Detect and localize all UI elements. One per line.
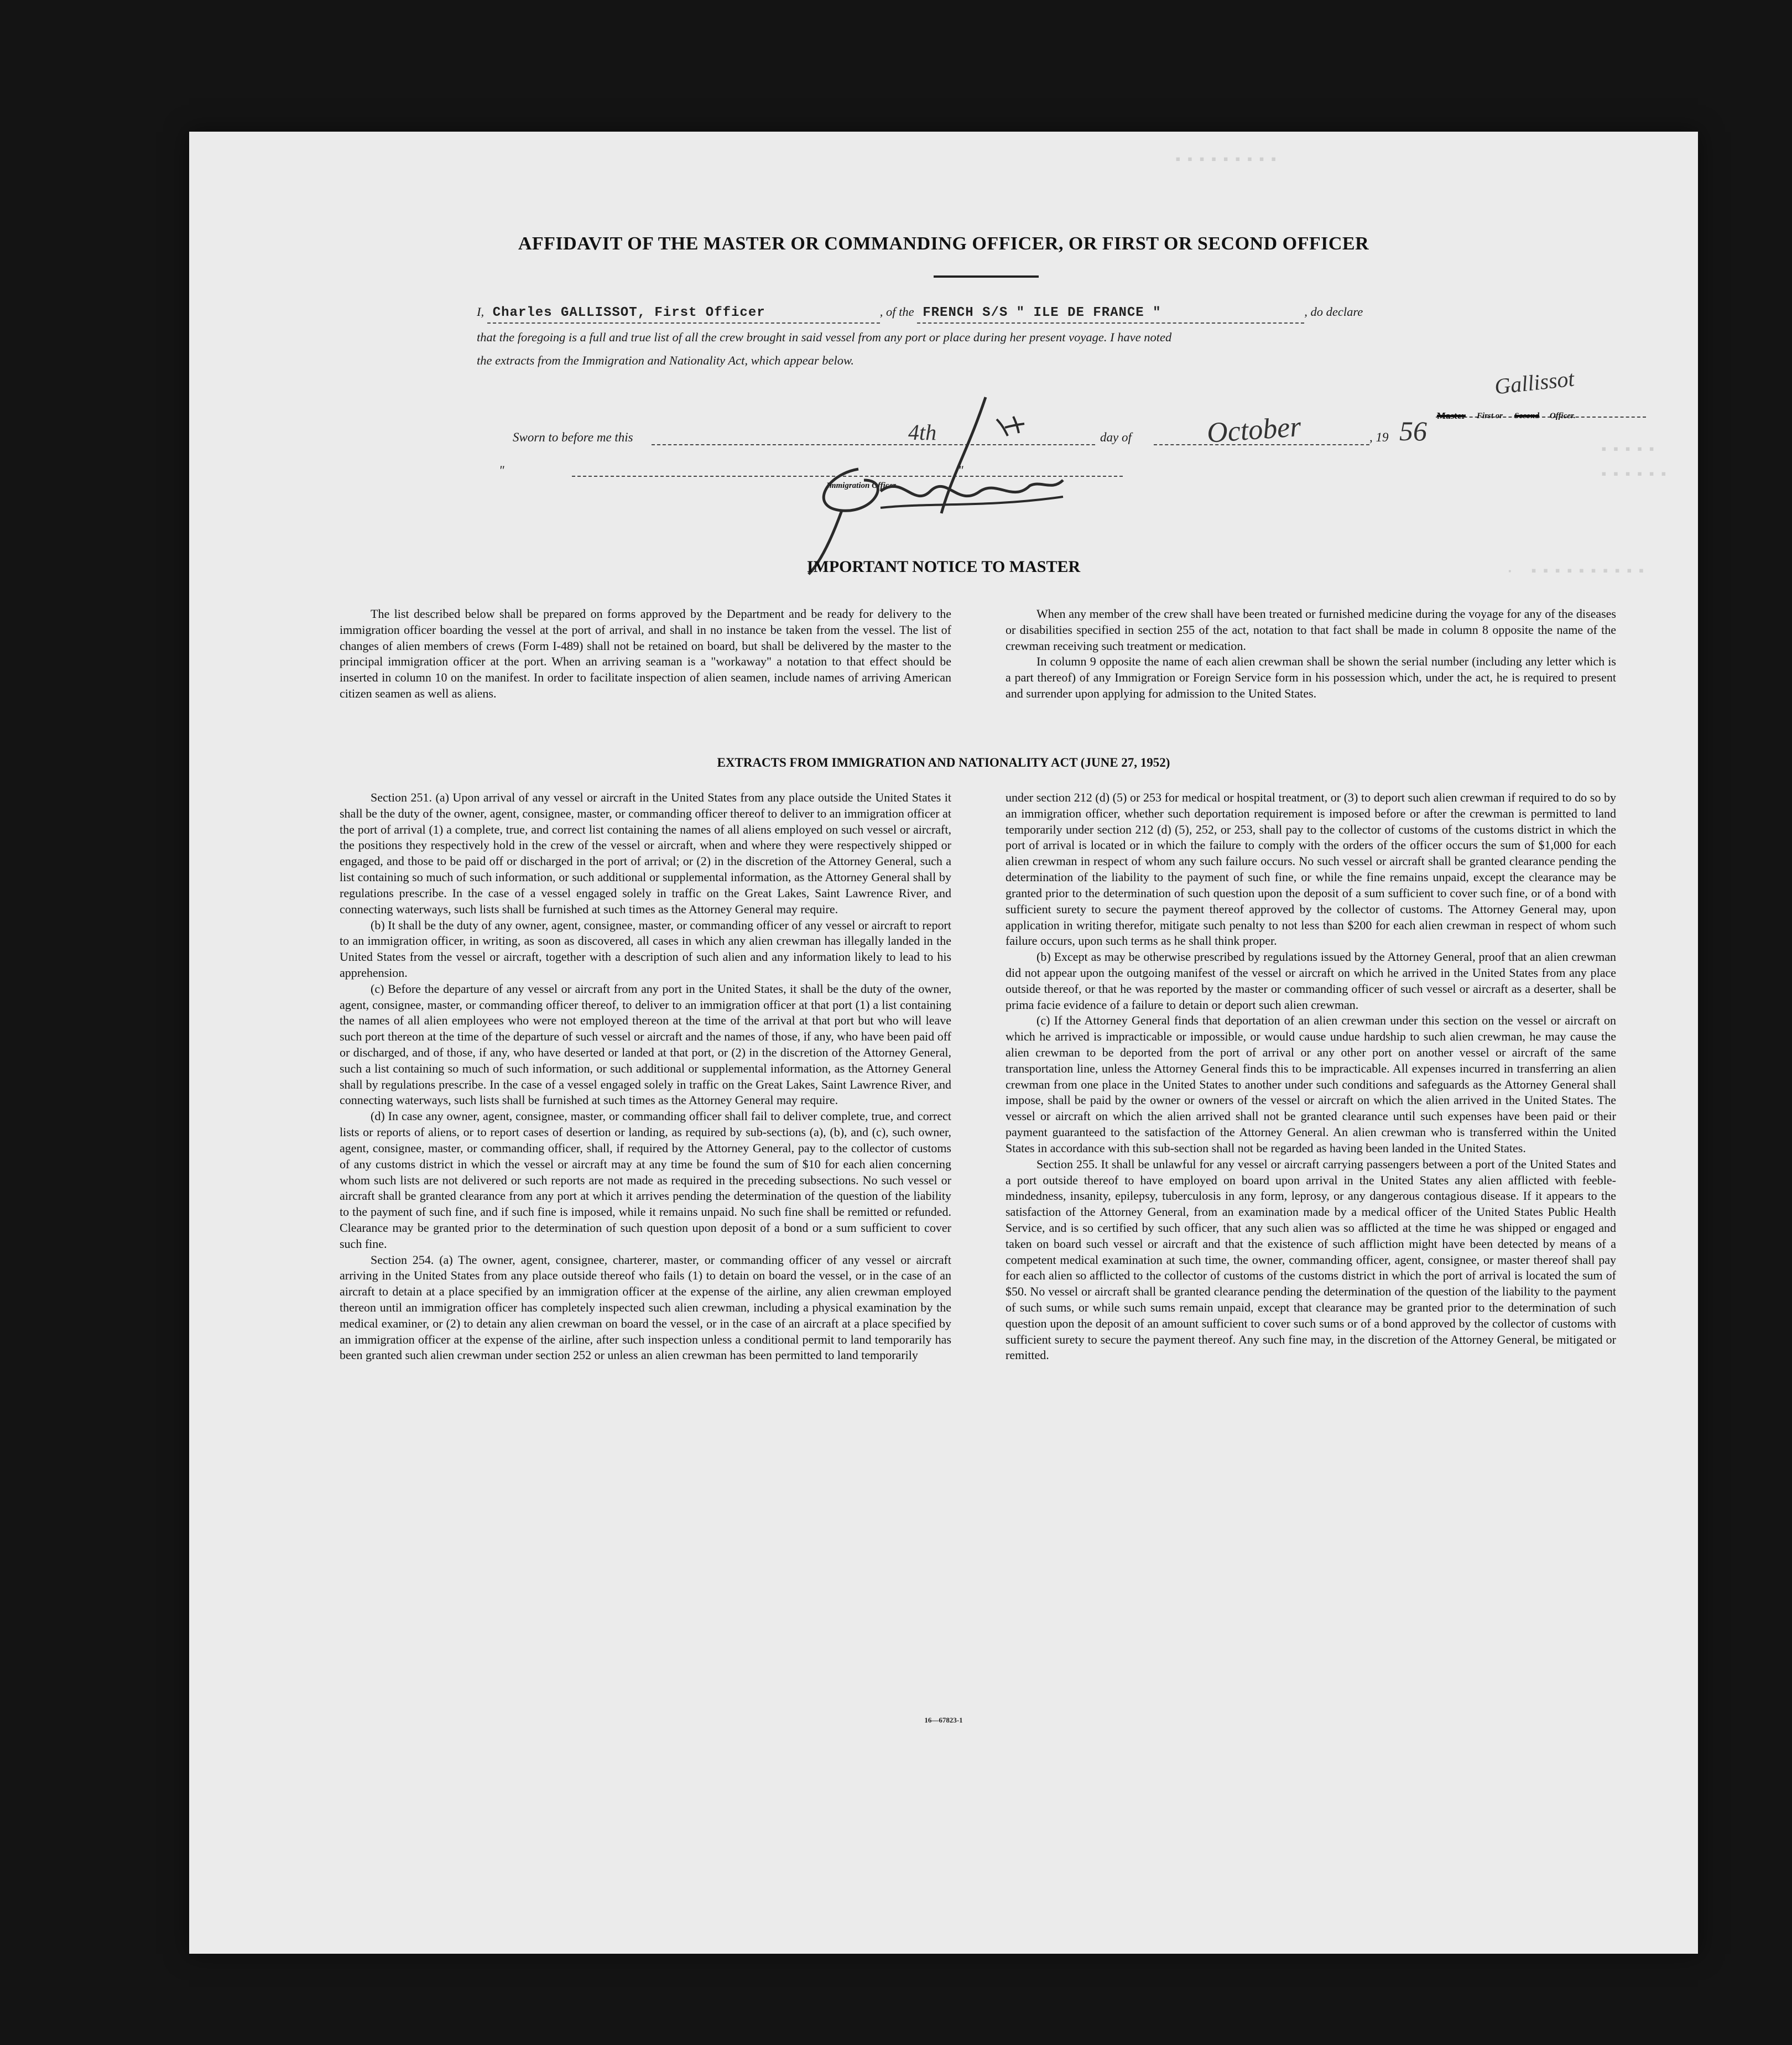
day-fill[interactable]: 4th (908, 420, 937, 445)
notice-heading: IMPORTANT NOTICE TO MASTER (806, 558, 1081, 576)
form-number: 16—67823-1 (924, 1716, 963, 1724)
officer-signature: Gallissot (1493, 366, 1576, 399)
vessel-name-field[interactable]: FRENCH S/S " ILE DE FRANCE " (917, 304, 1304, 324)
declaration-line-3: the extracts from the Immigration and Nationality Act, which appear below. (477, 353, 855, 367)
struck-master-word: Master (1437, 410, 1466, 421)
sworn-text: Sworn to before me this (513, 430, 633, 444)
struck-second-word: Second (1514, 412, 1539, 420)
immigration-officer-caption: Immigration Officer. (826, 481, 898, 490)
act-paragraph: Section 251. (a) Upon arrival of any vessel or aircraft in the United States from any place outside the United States it shall be the duty of the owner, agent, consignee, master, or commanding officer thereof to deliver to an immigration officer at the port of arrival (1) a complete, true, and correct list containing the names of all aliens employed on such vessel or aircraft, the positions they respectively hold in the crew of the vessel or aircraft, when and where they were respectively shipped or engaged, and those to be paid off or discharged in the port of arrival; or (2) in the discretion of the Attorney General, such a list containing so much of such information, or such additional or supplemental information, as the Attorney General shall by regulations prescribe. In the case of a vessel engaged solely in traffic on the Great Lakes, Saint Lawrence River, and connecting waterways, such lists shall be furnished at such times as the Attorney General may require. (340, 790, 951, 916)
declaration-do-declare: , do declare (1304, 305, 1363, 319)
officer-name-field[interactable]: Charles GALLISSOT, First Officer (487, 304, 880, 324)
bleed-through-mark: ▪▪▪▪▪ (1600, 441, 1660, 458)
notice-paragraph: When any member of the crew shall have been treated or furnished medicine during the voyage for any of the diseases or disabilities specified in section 255 of the act, notation to that fact shall be made in column 8 opposite the name of the crewman receiving such treatment or medication. (1006, 607, 1616, 653)
ditto-mark-right: " (958, 464, 963, 477)
officer-caption-suffix: Officer. (1550, 412, 1576, 420)
act-paragraph: (c) Before the departure of any vessel or aircraft from any port in the United States, it shall be the duty of the owner, agent, consignee, master, or commanding officer thereof, to deliver to an immigration officer at that port (1) a list containing the names of all alien employees who were not employed thereon at the time of the arrival at that port but who will leave such port thereon at the time of the departure of such vessel or aircraft and the names of those, if any, who have been paid off or discharged, and of those, if any, who have deserted or landed at that port, or (2) in the discretion of the Attorney General, such a list containing so much of such information, or such additional or supplemental information, as the Attorney General shall by regulations prescribe. In the case of a vessel engaged solely in traffic on the Great Lakes, Saint Lawrence River, and connecting waterways, such lists shall be furnished at such times as the Attorney General may require. (340, 981, 951, 1107)
day-of-text: day of (1100, 430, 1132, 444)
year-fill[interactable]: 56 (1399, 415, 1427, 446)
notice-paragraph: In column 9 opposite the name of each alien crewman shall be shown the serial number (including any letter which is a part thereof) of any Immigration or Foreign Service form in his possession which, under the act, he is required to present and surrender upon applying for admission to the United States. (1006, 654, 1616, 701)
declaration-line-2: that the foregoing is a full and true list of all the crew brought in said vessel from any port or place during her present voyage. I have noted (477, 330, 1172, 344)
month-fill[interactable]: October (1206, 411, 1303, 449)
notice-paragraph: The list described below shall be prepared on forms approved by the Department and be ready for delivery to the immigration officer boarding the vessel at the port of arrival, and shall in no instance be taken from the vessel. The list of changes of alien members of crews (Form I-489) shall not be retained on board, but shall be delivered by the master to the principal immigration officer at the port. When an arriving seaman is a "workaway" a notation to that effect should be inserted in column 10 on the manifest. In order to facilitate inspection of alien seamen, include names of arriving American citizen seamen as well as aliens. (340, 607, 951, 701)
bleed-through-mark: · ▪▪▪▪▪▪▪▪▪▪ (1506, 563, 1649, 580)
act-paragraph: (d) In case any owner, agent, consignee, master, or commanding officer shall fail to deliver complete, true, and correct lists or reports of aliens, or to report cases of desertion or landing, as required by sub-sections (a), (b), and (c), such owner, agent, consignee, master, or commanding officer, shall, if required by the Attorney General, pay to the collector of customs of any customs district in which the vessel or aircraft may at any time be found the sum of $10 for each alien concerning whom such lists are not delivered or such reports are not made as required in the preceding subsections. No such vessel or aircraft shall be granted clearance from any port at which it arrives pending the determination of the question of the liability to the payment of such fine, and if such fine is imposed, while it remains unpaid. No such fine shall be remitted or refunded. Clearance may be granted prior to the determination of such question upon deposit of a bond or a sum sufficient to cover such fine. (340, 1109, 951, 1251)
bleed-through-mark: ▪▪▪▪▪▪ (1600, 466, 1671, 483)
act-paragraph: under section 212 (d) (5) or 253 for medical or hospital treatment, or (3) to deport such alien crewman if required to do so by an immigration officer, whether such deportation requirement is imposed before or after the crewman is permitted to land temporarily under section 212 (d) (5), 252, or 253, shall pay to the collector of customs of the customs district in which the port of arrival is located or in which the failure to comply with the orders of the officer occurs the sum of $1,000 for each alien crewman in respect of whom any such failure occurs. No such vessel or aircraft shall be granted clearance pending the determination of the liability to the payment of such fine, or while the fine remains unpaid, except the clearance may be granted prior to the determination of such question upon the deposit of a sum sufficient to cover such fine, or of a bond with sufficient surety to secure the payment thereof approved by the collector of customs. The Attorney General may, upon application in writing therefor, mitigate such penalty to not less than $200 for each alien crewman in respect of whom such failure occurs, upon such terms as he shall think proper. (1006, 790, 1616, 948)
document-page (189, 132, 1698, 1954)
notice-left-column (340, 606, 951, 702)
act-paragraph: (c) If the Attorney General finds that deportation of an alien crewman under this section on the vessel or aircraft on which he arrived is impracticable or impossible, or would cause undue hardship to such alien crewman, he may cause the alien crewman to be deported from the port of arrival or any other port on another vessel or aircraft of the same transportation line, unless the Attorney General finds this to be impracticable. All expenses incurred in transferring an alien crewman from one place in the United States to another under such conditions and safeguards as the Attorney General shall impose, shall be paid by the owner or owners of the vessel or aircraft on which the alien arrived in the United States. The vessel or aircraft on which the alien arrived shall not be granted clearance until such expenses have been paid or their payment guaranteed to the satisfaction of the Attorney General. An alien crewman who is transferred within the United States in accordance with this sub-section shall not be regarded as having been landed in the United States. (1006, 1013, 1616, 1155)
act-paragraph: (b) Except as may be otherwise prescribed by regulations issued by the Attorney General, proof that an alien crewman did not appear upon the outgoing manifest of the vessel or aircraft on which he arrived in the United States from any place outside thereof, or that he was reported by the master or commanding officer of such vessel or aircraft as a deserter, shall be prima facie evidence of a failure to detain or deport such alien crewman. (1006, 950, 1616, 1012)
declaration-of-the: , of the (879, 305, 914, 319)
title-divider (934, 275, 1039, 278)
act-paragraph: Section 254. (a) The owner, agent, consignee, charterer, master, or commanding officer of any vessel or aircraft arriving in the United States from any place outside thereof who fails (1) to detain on board the vessel, or in the case of an aircraft to detain at a place specified by an immigration officer at the expense of the airline, any alien crewman employed thereon until an immigration officer has completely inspected such alien crewman, including a physical examination by the medical examiner, or (2) to detain any alien crewman on board the vessel, or in the case of an aircraft at a place specified by an immigration officer at the expense of the airline, after such inspection unless a conditional permit to land temporarily has been granted such alien crewman under section 252 or unless an alien crewman has been permitted to land temporarily (340, 1252, 951, 1362)
act-paragraph: Section 255. It shall be unlawful for any vessel or aircraft carrying passengers between a port of the United States and a port outside thereof to have employed on board upon arrival in the United States any alien afflicted with feeble-mindedness, insanity, epilepsy, tuberculosis in any form, leprosy, or any dangerous contagious disease. If it appears to the satisfaction of the Attorney General, from an examination made by a medical officer of the United States Public Health Service, and is so certified by such officer, that any such alien was so afflicted at the time he was shipped or engaged and taken on board such vessel or aircraft and that the existence of such affliction might have been detected by means of a competent medical examination at such time, the owner, commanding officer, agent, consignee, or master thereof shall pay for each alien so afflicted to the collector of customs of the customs district in which the port of arrival is located the sum of $50. No vessel or aircraft shall be granted clearance pending the determination of the question of the liability to the payment of such sums, or while such sums remain unpaid, except that clearance may be granted prior to the determination of such question upon the deposit of an amount sufficient to cover such sums or of a bond approved by the collector of customs with sufficient surety to secure the payment thereof. Any such fine may, in the discretion of the Attorney General, be mitigated or remitted. (1006, 1157, 1616, 1362)
officer-signature-line (1436, 417, 1646, 418)
declaration-line-1 (477, 303, 1514, 324)
ditto-mark-left: " (499, 464, 504, 477)
extracts-left-column (340, 790, 951, 1364)
extracts-heading: EXTRACTS FROM IMMIGRATION AND NATIONALITY ACT (JUNE 27, 1952) (717, 756, 1170, 769)
immigration-officer-signature (643, 397, 1063, 580)
extracts-right-column (1006, 790, 1616, 1364)
declaration-prefix: I, (477, 305, 485, 319)
act-paragraph: (b) It shall be the duty of any owner, agent, consignee, master, or commanding officer of any vessel or aircraft to report to an immigration officer, in writing, as soon as discovered, all cases in which any alien crewman has illegally landed in the United States from the vessel or aircraft, together with a description of such alien and any information likely to lead to his apprehension. (340, 918, 951, 980)
bleed-through-mark: ▪▪▪▪▪▪▪▪▪ (1174, 152, 1282, 168)
year-prefix: , 19 (1369, 430, 1389, 444)
notice-right-column (1006, 606, 1616, 702)
affidavit-title: AFFIDAVIT OF THE MASTER OR COMMANDING OFFICER, OR FIRST OR SECOND OFFICER (518, 233, 1369, 254)
officer-caption-prefix: First or (1477, 412, 1503, 420)
